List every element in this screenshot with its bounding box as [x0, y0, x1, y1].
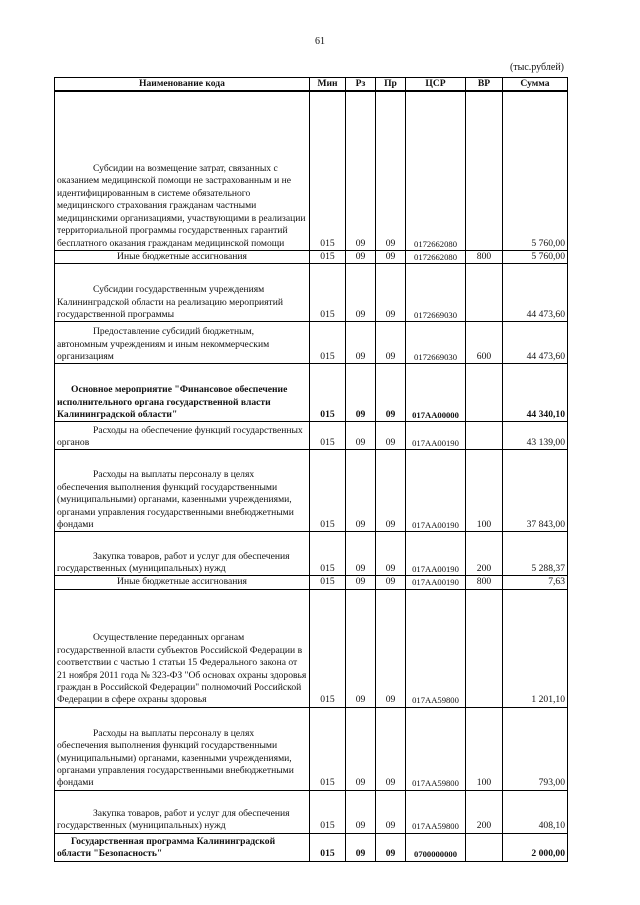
row-rz: 09 — [346, 589, 376, 707]
col-header-csr: ЦСР — [406, 78, 466, 92]
table-row — [55, 707, 568, 790]
row-vr — [466, 589, 503, 707]
row-pr: 09 — [376, 576, 406, 589]
row-csr: 017АА59800 — [406, 790, 466, 833]
row-min: 015 — [310, 576, 346, 589]
table-row — [55, 422, 568, 450]
row-vr: 200 — [466, 532, 503, 576]
row-sum: 5 760,00 — [503, 250, 568, 263]
row-vr: 200 — [466, 790, 503, 833]
row-sum: 2 000,00 — [503, 833, 568, 861]
row-sum: 37 843,00 — [503, 450, 568, 532]
col-header-vr: ВР — [466, 78, 503, 92]
row-rz: 09 — [346, 250, 376, 263]
row-rz: 09 — [346, 91, 376, 250]
row-min: 015 — [310, 250, 346, 263]
row-sum: 44 473,60 — [503, 264, 568, 322]
row-min: 015 — [310, 322, 346, 364]
row-vr: 800 — [466, 250, 503, 263]
row-pr: 09 — [376, 250, 406, 263]
row-csr: 017АА00190 — [406, 576, 466, 589]
row-pr: 09 — [376, 264, 406, 322]
row-pr: 09 — [376, 91, 406, 250]
row-min: 015 — [310, 790, 346, 833]
table-row — [55, 322, 568, 364]
row-min: 015 — [310, 264, 346, 322]
table-row — [55, 589, 568, 707]
table-row — [55, 833, 568, 861]
col-header-name: Наименование кода — [55, 78, 310, 92]
row-min: 015 — [310, 422, 346, 450]
col-header-sum: Сумма — [503, 78, 568, 92]
row-sum: 793,00 — [503, 707, 568, 790]
row-name: Иные бюджетные ассигнования — [55, 576, 310, 589]
col-header-pr: Пр — [376, 78, 406, 92]
row-rz: 09 — [346, 450, 376, 532]
row-csr: 017АА59800 — [406, 589, 466, 707]
row-name: Осуществление переданных органам государственной власти субъектов Российской Федерации в соответствии с частью 1 статьи 15 Федерального закона от 21 ноября 2011 года № 323-ФЗ "Об основах охраны здоровья граждан в Российской Федерации" полномочий Российской Федерации в сфере охраны здоровья — [55, 589, 310, 707]
row-sum: 408,10 — [503, 790, 568, 833]
row-vr — [466, 422, 503, 450]
row-pr: 09 — [376, 707, 406, 790]
table-row — [55, 576, 568, 589]
row-name: Закупка товаров, работ и услуг для обеспечения государственных (муниципальных) нужд — [55, 532, 310, 576]
row-csr: 017АА00000 — [406, 364, 466, 422]
row-rz: 09 — [346, 422, 376, 450]
row-vr — [466, 833, 503, 861]
row-pr: 09 — [376, 322, 406, 364]
row-csr: 0172669030 — [406, 264, 466, 322]
row-min: 015 — [310, 364, 346, 422]
row-csr: 0172662080 — [406, 91, 466, 250]
row-vr: 600 — [466, 322, 503, 364]
row-csr: 0172662080 — [406, 250, 466, 263]
budget-table — [54, 77, 568, 862]
row-sum: 43 139,00 — [503, 422, 568, 450]
row-rz: 09 — [346, 322, 376, 364]
row-min: 015 — [310, 833, 346, 861]
table-row — [55, 532, 568, 576]
row-pr: 09 — [376, 422, 406, 450]
row-vr: 100 — [466, 707, 503, 790]
row-min: 015 — [310, 589, 346, 707]
col-header-min: Мин — [310, 78, 346, 92]
row-pr: 09 — [376, 790, 406, 833]
row-csr: 017АА00190 — [406, 422, 466, 450]
row-csr: 0172669030 — [406, 322, 466, 364]
table-row — [55, 91, 568, 250]
table-row — [55, 790, 568, 833]
row-min: 015 — [310, 707, 346, 790]
row-csr: 017АА00190 — [406, 450, 466, 532]
row-vr: 100 — [466, 450, 503, 532]
row-name: Предоставление субсидий бюджетным, автономным учреждениям и иным некоммерческим организациям — [55, 322, 310, 364]
row-name: Субсидии на возмещение затрат, связанных с оказанием медицинской помощи не застрахованным и не идентифицированным в системе обязательного медицинского страхования гражданам частными медицинскими организациями, участвующими в реализации территориальной программы государственных гарантий бесплатного оказания гражданам медицинской помощи — [55, 91, 310, 250]
row-name: Субсидии государственным учреждениям Калининградской области на реализацию мероприятий государственной программы — [55, 264, 310, 322]
page-number: 61 — [315, 36, 325, 47]
row-rz: 09 — [346, 833, 376, 861]
row-vr: 800 — [466, 576, 503, 589]
col-header-rz: Рз — [346, 78, 376, 92]
row-rz: 09 — [346, 264, 376, 322]
row-name: Государственная программа Калининградской области "Безопасность" — [55, 833, 310, 861]
row-csr: 017АА59800 — [406, 707, 466, 790]
row-min: 015 — [310, 532, 346, 576]
row-vr — [466, 264, 503, 322]
row-vr — [466, 364, 503, 422]
row-csr: 0700000000 — [406, 833, 466, 861]
row-sum: 1 201,10 — [503, 589, 568, 707]
row-name: Расходы на выплаты персоналу в целях обеспечения выполнения функций государственными (муниципальными) органами, казенными учреждениями, органами управления государственными внебюджетными фондами — [55, 707, 310, 790]
row-name: Иные бюджетные ассигнования — [55, 250, 310, 263]
row-pr: 09 — [376, 450, 406, 532]
row-sum: 7,63 — [503, 576, 568, 589]
row-pr: 09 — [376, 589, 406, 707]
table-row — [55, 250, 568, 263]
row-sum: 44 340,10 — [503, 364, 568, 422]
table-header-row — [55, 78, 568, 92]
row-rz: 09 — [346, 532, 376, 576]
row-csr: 017АА00190 — [406, 532, 466, 576]
row-name: Закупка товаров, работ и услуг для обеспечения государственных (муниципальных) нужд — [55, 790, 310, 833]
row-pr: 09 — [376, 364, 406, 422]
table-row — [55, 450, 568, 532]
table-row — [55, 264, 568, 322]
row-pr: 09 — [376, 532, 406, 576]
row-name: Основное мероприятие "Финансовое обеспечение исполнительного органа государственной власти Калининградской области" — [55, 364, 310, 422]
row-pr: 09 — [376, 833, 406, 861]
row-vr — [466, 91, 503, 250]
row-min: 015 — [310, 450, 346, 532]
table-row — [55, 364, 568, 422]
row-sum: 44 473,60 — [503, 322, 568, 364]
row-rz: 09 — [346, 707, 376, 790]
row-min: 015 — [310, 91, 346, 250]
row-name: Расходы на обеспечение функций государственных органов — [55, 422, 310, 450]
row-rz: 09 — [346, 364, 376, 422]
unit-label: (тыс.рублей) — [509, 62, 564, 73]
row-sum: 5 288,37 — [503, 532, 568, 576]
row-name: Расходы на выплаты персоналу в целях обеспечения выполнения функций государственными (муниципальными) органами, казенными учреждениями, органами управления государственными внебюджетными фондами — [55, 450, 310, 532]
row-sum: 5 760,00 — [503, 91, 568, 250]
row-rz: 09 — [346, 790, 376, 833]
row-rz: 09 — [346, 576, 376, 589]
